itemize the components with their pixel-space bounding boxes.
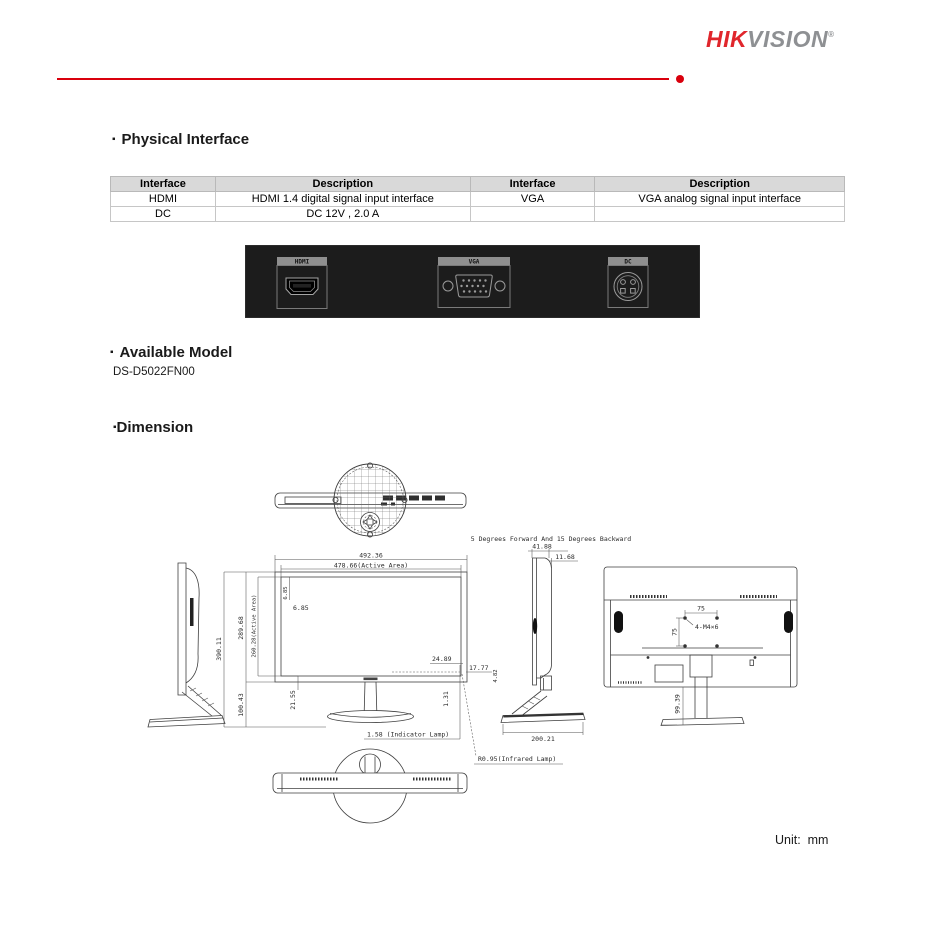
col-header-description-2: Description bbox=[595, 177, 845, 192]
dim-vesa-width: 75 bbox=[697, 604, 705, 613]
section-heading-physical-interface bbox=[112, 131, 249, 148]
dim-depth-total: 41.88 bbox=[532, 542, 552, 551]
cell-dc: DC bbox=[111, 207, 216, 222]
dim-right-offset: 17.77 bbox=[469, 664, 489, 672]
physical-interface-title: Physical Interface bbox=[121, 131, 250, 148]
label-indicator-lamp: 1.58 (Indicator Lamp) bbox=[367, 730, 450, 739]
col-header-interface-2: Interface bbox=[470, 177, 595, 192]
section-heading-available-model bbox=[110, 344, 232, 361]
cell-vga: VGA bbox=[470, 192, 595, 207]
dimension-title: Dimension bbox=[116, 419, 194, 436]
dim-base-depth: 200.21 bbox=[531, 735, 555, 743]
dim-lamp-y-offset: 1.31 bbox=[442, 691, 450, 707]
front-view-drawing bbox=[215, 552, 563, 765]
table-row bbox=[111, 207, 845, 222]
logo-hik: HIK bbox=[706, 26, 748, 52]
label-vesa-screw: 4-M4×6 bbox=[695, 623, 719, 631]
dim-lamp-x-offset: 24.89 bbox=[432, 655, 452, 663]
rear-ports-panel-image bbox=[245, 245, 700, 318]
model-number: DS-D5022FN00 bbox=[113, 366, 195, 378]
dim-rear-stand-height: 99.39 bbox=[673, 694, 682, 714]
left-side-view-drawing bbox=[148, 563, 225, 727]
bullet-icon: ▪ bbox=[113, 422, 117, 433]
dim-stand-height: 100.43 bbox=[237, 693, 245, 717]
bottom-view-drawing bbox=[273, 749, 467, 823]
top-view-drawing bbox=[275, 463, 466, 537]
table-header-row bbox=[111, 177, 845, 192]
cell-dc-desc: DC 12V , 2.0 A bbox=[215, 207, 470, 222]
dim-bottom-bezel: 21.55 bbox=[289, 690, 297, 710]
dim-active-width: 478.66(Active Area) bbox=[333, 561, 409, 570]
table-row bbox=[111, 192, 845, 207]
physical-interface-table bbox=[110, 176, 845, 222]
logo-vision: VISION bbox=[747, 26, 829, 52]
unit-label: Unit: mm bbox=[775, 833, 829, 847]
col-header-interface-1: Interface bbox=[111, 177, 216, 192]
dim-total-height: 390.11 bbox=[215, 637, 223, 661]
header-rule-dot-icon bbox=[676, 75, 684, 83]
hikvision-logo bbox=[706, 26, 835, 53]
cell-hdmi: HDMI bbox=[111, 192, 216, 207]
rear-view-drawing bbox=[604, 567, 797, 726]
label-tilt-note: 5 Degrees Forward And 15 Degrees Backward bbox=[470, 535, 632, 543]
bullet-icon: ▪ bbox=[110, 347, 114, 358]
dim-active-height: 260.28(Active Area) bbox=[251, 594, 258, 658]
bullet-icon: ▪ bbox=[112, 134, 116, 145]
header-rule bbox=[57, 78, 669, 80]
vga-port-label: VGA bbox=[468, 258, 480, 266]
registered-mark-icon: ® bbox=[828, 30, 835, 39]
dimension-drawing bbox=[130, 448, 830, 828]
hdmi-port-label: HDMI bbox=[294, 258, 310, 266]
cell-empty bbox=[595, 207, 845, 222]
dim-side-margin: 6.85 bbox=[293, 604, 309, 612]
cell-hdmi-desc: HDMI 1.4 digital signal input interface bbox=[215, 192, 470, 207]
cell-vga-desc: VGA analog signal input interface bbox=[595, 192, 845, 207]
dim-top-margin: 6.85 bbox=[283, 586, 289, 600]
dim-panel-height: 289.68 bbox=[237, 616, 245, 640]
col-header-description-1: Description bbox=[215, 177, 470, 192]
dim-small-right: 4.82 bbox=[493, 669, 499, 683]
available-model-title: Available Model bbox=[119, 344, 233, 361]
dim-vesa-height: 75 bbox=[670, 628, 679, 636]
label-infrared-lamp: R0.95(Infrared Lamp) bbox=[478, 755, 557, 763]
section-heading-dimension bbox=[113, 419, 193, 436]
dim-total-width: 492.36 bbox=[359, 551, 383, 560]
dim-depth-panel: 11.68 bbox=[555, 553, 575, 561]
cell-empty bbox=[470, 207, 595, 222]
dc-port-label: DC bbox=[624, 258, 632, 266]
